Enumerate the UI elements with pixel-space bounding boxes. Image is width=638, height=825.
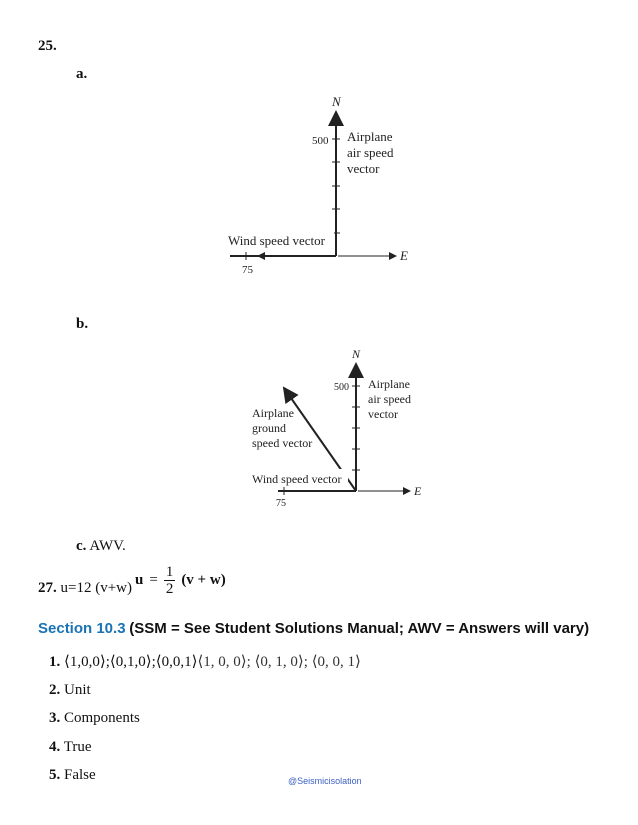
problem-27: [38, 580, 132, 597]
east-label: E: [414, 484, 422, 498]
answer-1-math: ⟨1, 0, 0⟩; ⟨0, 1, 0⟩; ⟨0, 0, 1⟩: [197, 654, 361, 670]
airplane-label-line2: air speed: [347, 145, 394, 160]
answer-5: [49, 767, 96, 784]
answer-4-number: 4.: [49, 739, 61, 755]
problem-27-number: 27.: [38, 580, 57, 596]
formula-equals: =: [149, 571, 158, 588]
part-b-label: b.: [76, 316, 89, 332]
fraction-numerator: 1: [165, 563, 174, 580]
north-label: N: [352, 347, 361, 361]
fraction-denominator: 2: [165, 580, 174, 597]
formula-rhs: (v + w): [181, 571, 226, 588]
wind-label: Wind speed vector: [228, 233, 325, 248]
answer-1-text: ⟨1,0,0⟩;⟨0,1,0⟩;⟨0,0,1⟩: [64, 654, 198, 670]
problem-27-text: u=12 (v+w): [60, 580, 132, 596]
section-heading: [38, 620, 589, 638]
answer-3-number: 3.: [49, 710, 61, 726]
answer-4-text: True: [63, 739, 92, 755]
answer-5-number: 5.: [49, 767, 61, 783]
problem-25-number: 25.: [38, 38, 57, 54]
answer-4: [49, 739, 92, 756]
east-label: E: [400, 248, 408, 263]
section-title: Section 10.3: [38, 620, 126, 637]
answer-2-text: Unit: [64, 682, 91, 698]
tick-75-label: 75: [276, 498, 286, 509]
north-label: N: [332, 94, 341, 109]
part-c: [76, 538, 126, 555]
figure-b-vector-diagram: [248, 344, 438, 514]
ground-label-line2: ground: [252, 421, 286, 435]
part-a-label: a.: [76, 66, 88, 82]
figure-a-vector-diagram: [220, 90, 430, 280]
airplane-label-line1: Airplane: [347, 129, 393, 144]
airplane-label-line1: Airplane: [368, 377, 410, 391]
airplane-label-line3: vector: [368, 407, 398, 421]
airplane-label-line2: air speed: [368, 392, 411, 406]
problem-27-formula: [135, 563, 226, 597]
tick-500-label: 500: [334, 382, 349, 393]
ground-label-line3: speed vector: [252, 436, 313, 450]
section-note: (SSM = See Student Solutions Manual; AWV = Answers will vary): [129, 620, 590, 637]
airplane-label-line3: vector: [347, 161, 380, 176]
answer-1-number: 1.: [49, 654, 61, 670]
answer-1: [49, 652, 361, 671]
formula-lhs: u: [135, 571, 144, 588]
answer-3: [49, 710, 140, 727]
tick-500-label: 500: [312, 135, 329, 147]
ground-label-line1: Airplane: [252, 406, 294, 420]
answer-2-number: 2.: [49, 682, 61, 698]
answer-2: [49, 682, 91, 699]
tick-75-label: 75: [242, 264, 253, 276]
answer-5-text: False: [64, 767, 96, 783]
part-c-text: AWV.: [89, 538, 126, 554]
wind-label: Wind speed vector: [252, 472, 342, 486]
answer-3-text: Components: [64, 710, 140, 726]
part-c-label: c.: [76, 538, 87, 554]
formula-fraction: [164, 564, 176, 597]
watermark: @Seismicisolation: [288, 776, 362, 786]
